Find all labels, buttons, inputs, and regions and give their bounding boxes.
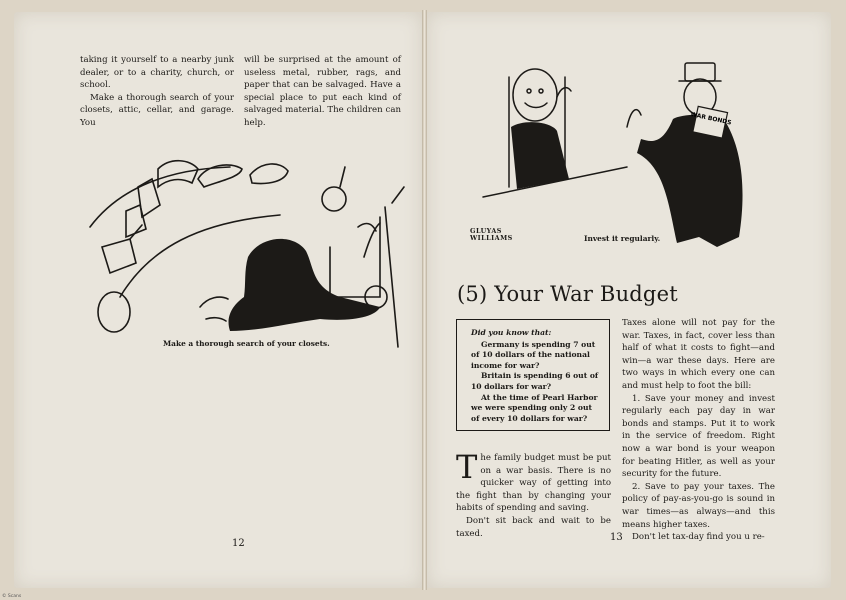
right-text-column-2 xyxy=(622,317,775,544)
page-number: 13 xyxy=(610,532,623,543)
left-page xyxy=(14,12,422,588)
right-page xyxy=(427,12,831,588)
war-bonds-illustration xyxy=(477,57,777,247)
paragraph-text: he family budget must be put on a war basis. There is no quicker way of getting into the fight than by changing your habits of spending and saving. xyxy=(456,453,611,514)
paragraph: Don't sit back and wait to be taxed. xyxy=(456,515,611,539)
drop-cap: T xyxy=(456,448,478,486)
plate-icon xyxy=(98,292,130,332)
bond-label: WAR BONDS xyxy=(689,111,733,127)
sidebar-item: At the time of Pearl Harbor we were spending only 2 out of every 10 dollars for war? xyxy=(471,392,598,423)
right-text-column-1 xyxy=(456,448,611,540)
artist-signature: GLUYAS WILLIAMS xyxy=(470,227,513,242)
did-you-know-sidebar xyxy=(456,319,610,431)
paragraph: 1. Save your money and invest regularly each pay day in war bonds and stamps. Put it to work in the service of freedom. Right now a war bond is your weapon for beating Hitler, as well as your security for the future. xyxy=(622,393,775,480)
sidebar-item: Germany is spending 7 out of 10 dollars of the national income for war? xyxy=(471,339,596,370)
left-caption: Make a thorough search of your closets. xyxy=(163,339,330,348)
paragraph: taking it yourself to a nearby junk dealer, or to a charity, church, or school. xyxy=(80,55,234,91)
frying-pan-icon xyxy=(322,187,346,211)
section-heading: (5) Your War Budget xyxy=(457,282,678,306)
paragraph: 2. Save to pay your taxes. The policy of pay-as-you-go is sound in war times—as always—and this means higher taxes. xyxy=(622,481,775,530)
page-number: 12 xyxy=(232,538,245,549)
right-caption: Invest it regularly. xyxy=(584,234,661,243)
paragraph: Don't let tax-day find you u re- xyxy=(632,532,765,543)
left-text-column-1 xyxy=(80,54,234,130)
paragraph: Make a thorough search of your closets, attic, cellar, and garage. You xyxy=(80,92,234,128)
pot-icon xyxy=(102,239,136,273)
copyright-notice: © Scans xyxy=(2,594,22,599)
closet-search-illustration xyxy=(80,147,410,347)
paragraph: will be surprised at the amount of useless metal, rubber, rags, and paper that can be salvaged. Have a special place to put each kind of salvaged material. The children can help. xyxy=(244,55,401,128)
hat-icon xyxy=(250,164,288,184)
paragraph xyxy=(456,448,611,515)
paragraph: Taxes alone will not pay for the war. Taxes, in fact, cover less than half of what it costs to fight—and win—a war these days. Here are two ways in which every one can and must help to foot the bill: xyxy=(622,318,775,391)
sidebar-title: Did you know that: xyxy=(471,328,552,337)
left-text-column-2 xyxy=(244,54,401,130)
sidebar-item: Britain is spending 6 out of 10 dollars for war? xyxy=(471,371,599,391)
